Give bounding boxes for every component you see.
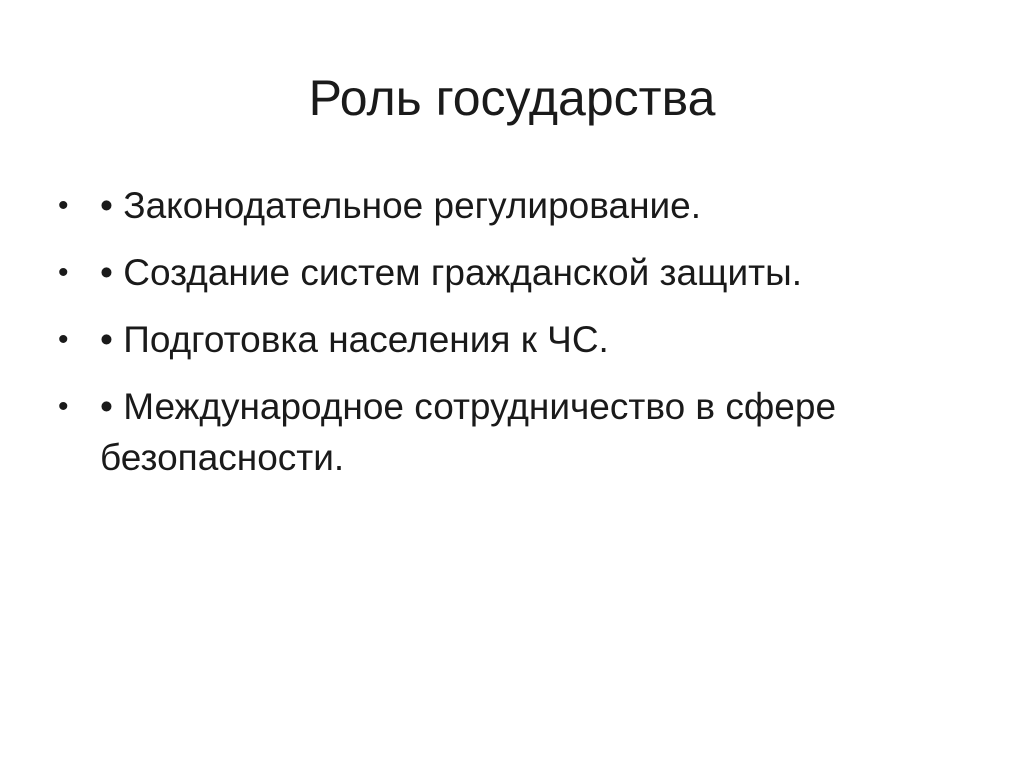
bullet-marker: • xyxy=(58,323,69,356)
bullet-text: • Законодательное регулирование. xyxy=(100,185,702,226)
bullet-item xyxy=(58,381,958,483)
bullet-list xyxy=(58,180,958,499)
bullet-item xyxy=(58,247,958,298)
bullet-marker: • xyxy=(58,256,69,289)
bullet-item xyxy=(58,314,958,365)
bullet-text: • Подготовка населения к ЧС. xyxy=(100,319,609,360)
bullet-marker: • xyxy=(58,390,69,423)
bullet-marker: • xyxy=(58,189,69,222)
slide-title: Роль государства xyxy=(308,70,716,126)
bullet-text: • Международное сотрудничество в сфере безопасности. xyxy=(100,386,837,478)
bullet-item xyxy=(58,180,958,231)
bullet-text: • Создание систем гражданской защиты. xyxy=(100,252,802,293)
